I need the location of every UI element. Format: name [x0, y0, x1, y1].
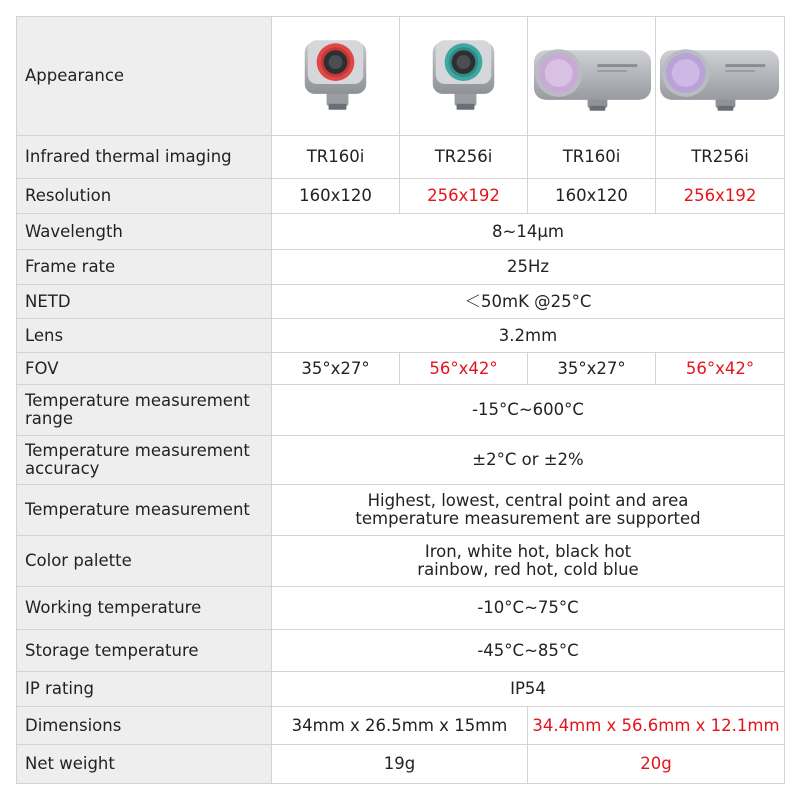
value-line: Iron, white hot, black hot [424, 542, 632, 561]
row-label-dimensions: Dimensions [17, 707, 272, 745]
row-color-palette [17, 536, 785, 587]
product-image-1 [272, 17, 400, 136]
row-temp-measurement [17, 485, 785, 536]
fov-cell-highlight: 56°x42° [400, 353, 528, 385]
square-thermal-camera-teal-ring-icon [400, 18, 527, 135]
model-cell: TR256i [656, 136, 785, 179]
temp-accuracy-value: ±2°C or ±2% [272, 436, 785, 485]
row-label-lens: Lens [17, 319, 272, 353]
row-label-appearance: Appearance [17, 17, 272, 136]
row-label-infrared: Infrared thermal imaging [17, 136, 272, 179]
row-label-netd: NETD [17, 285, 272, 319]
row-appearance [17, 17, 785, 136]
row-label-frame-rate: Frame rate [17, 250, 272, 285]
weight-cell: 19g [272, 745, 528, 784]
wavelength-value: 8~14μm [272, 214, 785, 250]
model-cell: TR160i [272, 136, 400, 179]
fov-cell-highlight: 56°x42° [656, 353, 785, 385]
product-image-4 [656, 17, 785, 136]
product-image-2 [400, 17, 528, 136]
row-working-temp [17, 587, 785, 630]
fov-cell: 35°x27° [272, 353, 400, 385]
row-net-weight [17, 745, 785, 784]
flat-thermal-camera-pink-lens-icon [528, 18, 655, 135]
row-label-storage-temp: Storage temperature [17, 630, 272, 672]
resolution-cell: 160x120 [272, 179, 400, 214]
row-temp-range [17, 385, 785, 436]
label-line: accuracy [25, 459, 100, 478]
label-line: Temperature measurement [25, 391, 250, 410]
row-storage-temp [17, 630, 785, 672]
product-image-3 [528, 17, 656, 136]
frame-rate-value: 25Hz [272, 250, 785, 285]
model-cell: TR160i [528, 136, 656, 179]
row-netd [17, 285, 785, 319]
fov-cell: 35°x27° [528, 353, 656, 385]
row-label-temp-range [17, 385, 272, 436]
row-label-wavelength: Wavelength [17, 214, 272, 250]
row-infrared [17, 136, 785, 179]
model-cell: TR256i [400, 136, 528, 179]
row-label-temp-measurement: Temperature measurement [17, 485, 272, 536]
label-line: Temperature measurement [25, 441, 250, 460]
storage-temp-value: -45°C~85°C [272, 630, 785, 672]
row-fov [17, 353, 785, 385]
row-lens [17, 319, 785, 353]
weight-cell-highlight: 20g [528, 745, 785, 784]
label-line: range [25, 409, 73, 428]
dimensions-cell-highlight: 34.4mm x 56.6mm x 12.1mm [528, 707, 785, 745]
row-label-fov: FOV [17, 353, 272, 385]
ip-rating-value: IP54 [272, 672, 785, 707]
netd-value: ＜50mK @25°C [272, 285, 785, 319]
value-line: Highest, lowest, central point and area [367, 491, 689, 510]
row-ip-rating [17, 672, 785, 707]
dimensions-cell: 34mm x 26.5mm x 15mm [272, 707, 528, 745]
resolution-cell-highlight: 256x192 [656, 179, 785, 214]
row-label-working-temp: Working temperature [17, 587, 272, 630]
working-temp-value: -10°C~75°C [272, 587, 785, 630]
row-dimensions [17, 707, 785, 745]
value-line: rainbow, red hot, cold blue [417, 560, 639, 579]
row-label-ip-rating: IP rating [17, 672, 272, 707]
resolution-cell: 160x120 [528, 179, 656, 214]
temp-range-value: -15°C~600°C [272, 385, 785, 436]
row-wavelength [17, 214, 785, 250]
lens-value: 3.2mm [272, 319, 785, 353]
row-label-temp-accuracy [17, 436, 272, 485]
row-resolution [17, 179, 785, 214]
row-label-resolution: Resolution [17, 179, 272, 214]
temp-measurement-value [272, 485, 785, 536]
row-label-color-palette: Color palette [17, 536, 272, 587]
square-thermal-camera-red-ring-icon [272, 18, 399, 135]
spec-table [16, 16, 785, 784]
resolution-cell-highlight: 256x192 [400, 179, 528, 214]
row-label-net-weight: Net weight [17, 745, 272, 784]
row-frame-rate [17, 250, 785, 285]
color-palette-value [272, 536, 785, 587]
value-line: temperature measurement are supported [355, 509, 701, 528]
flat-thermal-camera-violet-lens-icon [656, 18, 784, 135]
row-temp-accuracy [17, 436, 785, 485]
